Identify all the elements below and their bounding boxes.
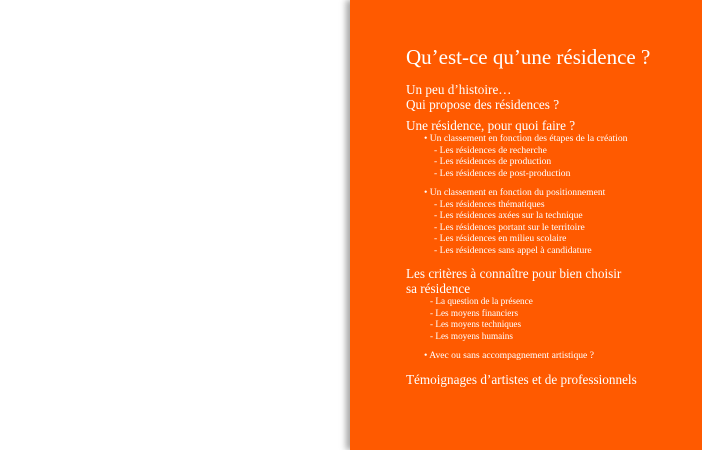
page-title: Qu’est-ce qu’une résidence ?	[406, 45, 651, 69]
list-item: - Les résidences portant sur le territoire	[434, 221, 585, 233]
list-item: - La question de la présence	[430, 296, 533, 306]
list-item: - Les résidences axées sur la technique	[434, 210, 583, 221]
list-item: - Les moyens financiers	[430, 307, 519, 318]
list-item: - Les résidences en milieu scolaire	[434, 233, 567, 244]
bullet-accompaniment: • Avec ou sans accompagnement artistique ?	[424, 350, 594, 361]
section-history: Un peu d’histoire…	[406, 82, 512, 97]
blank-left-page	[0, 0, 350, 450]
list-item: - Les résidences de recherche	[434, 144, 547, 156]
list-item: - Les résidences de production	[434, 156, 552, 167]
list-item: - Les résidences thématiques	[434, 198, 545, 210]
list-item: - Les moyens techniques	[430, 319, 522, 329]
list-item: - Les résidences sans appel à candidature	[434, 244, 592, 256]
bullet-classification-positioning: • Un classement en fonction du positionnement	[424, 187, 606, 198]
section-who: Qui propose des résidences ?	[406, 97, 560, 112]
list-item: - Les moyens humains	[430, 330, 513, 341]
bullet-classification-stages: • Un classement en fonction des étapes de la création	[424, 133, 628, 144]
section-criteria-line2: sa résidence	[406, 281, 471, 296]
section-why: Une résidence, pour quoi faire ?	[406, 118, 576, 133]
section-criteria-line1: Les critères à connaître pour bien choisir	[406, 266, 622, 281]
section-testimonials: Témoignages d’artistes et de professionnels	[406, 371, 637, 387]
list-item: - Les résidences de post-production	[434, 167, 571, 179]
table-of-contents	[406, 44, 696, 387]
orange-content-page	[350, 0, 702, 450]
